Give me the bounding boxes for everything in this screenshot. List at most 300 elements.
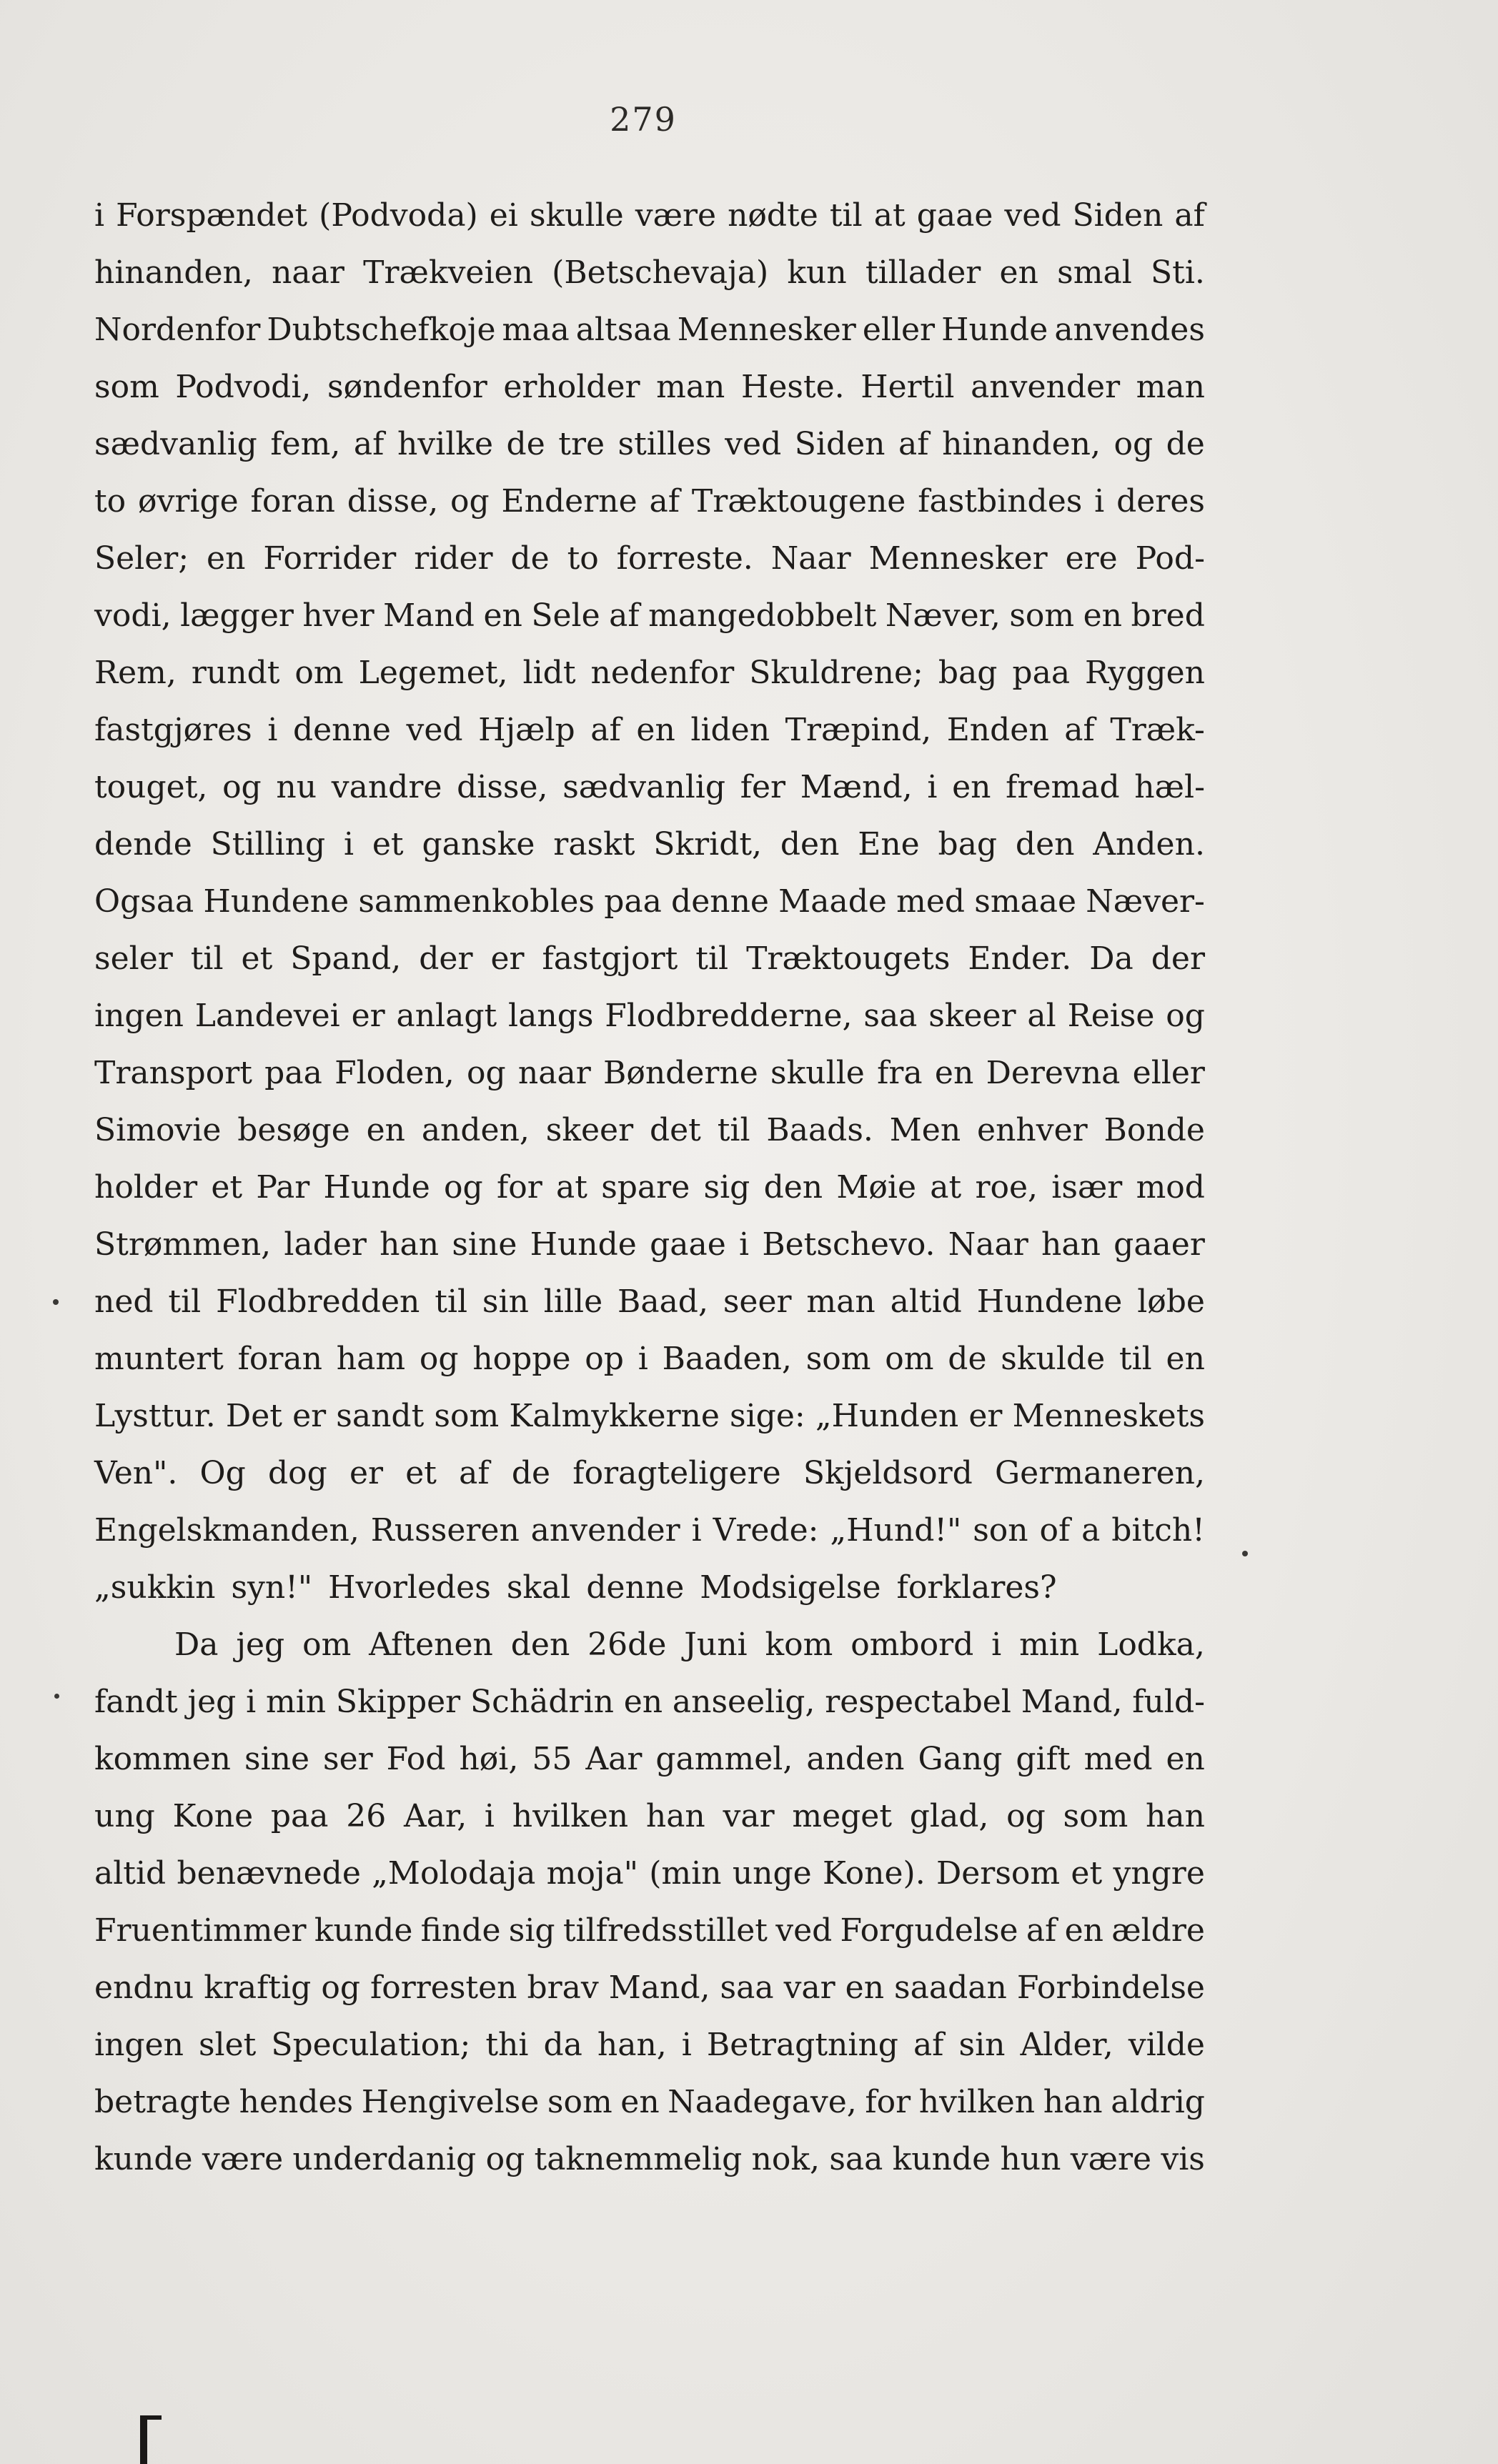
word: de	[510, 540, 550, 577]
word: Hengivelse	[361, 2084, 540, 2120]
word: af	[609, 597, 640, 634]
word: en	[952, 769, 991, 805]
word: Stilling	[210, 826, 326, 863]
word: lidt	[522, 655, 576, 691]
word: en	[620, 2084, 660, 2120]
word: vandre	[331, 769, 442, 805]
word: bitch!	[1111, 1512, 1205, 1549]
word: var	[723, 1798, 775, 1834]
word: de	[1166, 426, 1205, 462]
word: Modsigelse	[700, 1569, 881, 1606]
text-line	[94, 1216, 1205, 1273]
text-line	[94, 587, 1205, 645]
text-line	[94, 1273, 1205, 1331]
word: forreste.	[616, 540, 753, 577]
word: eller	[862, 312, 936, 348]
word: moja"	[546, 1855, 638, 1892]
word: Skipper	[335, 1684, 461, 1720]
word: Podvodi,	[175, 369, 312, 405]
text-line	[94, 187, 1205, 244]
word: benævnede	[177, 1855, 361, 1892]
text-line	[94, 1845, 1205, 1902]
word: sædvanlig	[94, 426, 257, 462]
word: kommen	[94, 1741, 231, 1777]
word: „sukkin	[94, 1569, 216, 1606]
word: Engelskmanden,	[94, 1512, 359, 1549]
word: syn!"	[231, 1569, 313, 1606]
word: Aar,	[403, 1798, 467, 1834]
word: af	[353, 426, 385, 462]
word: en	[207, 540, 246, 577]
word: hvilken	[918, 2084, 1036, 2120]
word: det	[649, 1112, 701, 1148]
word: sædvanlig	[562, 769, 726, 805]
word: Mand,	[1021, 1684, 1123, 1720]
word: 55	[532, 1741, 572, 1777]
word: Ogsaa	[94, 883, 194, 920]
word: og	[1166, 998, 1205, 1034]
word: kunde	[892, 2141, 991, 2177]
word: Hundene	[203, 883, 349, 920]
word: tillader	[865, 254, 981, 291]
word: og	[222, 769, 262, 805]
word: denne	[292, 712, 391, 748]
word: til	[435, 1283, 468, 1320]
word: som	[94, 369, 159, 405]
word: og	[1113, 426, 1154, 462]
word: Pod-	[1135, 540, 1205, 577]
word: Forbindelse	[1016, 1969, 1205, 2006]
word: af	[649, 483, 680, 520]
word: langs	[508, 998, 594, 1034]
word: i	[94, 197, 105, 234]
word: den	[763, 1169, 823, 1206]
word: fer	[740, 769, 786, 805]
word: (Podvoda)	[319, 197, 478, 234]
word: løbe	[1137, 1283, 1205, 1320]
word: Fod	[386, 1741, 446, 1777]
word: der	[1151, 940, 1205, 977]
text-line	[94, 645, 1205, 702]
word: Ryggen	[1085, 655, 1205, 691]
word: den	[1015, 826, 1075, 863]
word: Germaneren,	[995, 1455, 1205, 1491]
word: i	[484, 1798, 495, 1834]
word: Hunde	[941, 312, 1048, 348]
word: son	[973, 1512, 1028, 1549]
word: som	[1009, 597, 1075, 634]
word: jeg	[236, 1626, 285, 1663]
word: hvilken	[512, 1798, 629, 1834]
text-line	[94, 1445, 1205, 1502]
word: rundt	[191, 655, 280, 691]
word: der	[419, 940, 473, 977]
word: sandt	[336, 1398, 425, 1434]
word: kunde	[314, 1912, 413, 1949]
word: hendes	[239, 2084, 354, 2120]
word: og	[450, 483, 490, 520]
text-line	[94, 1559, 1205, 1616]
word: kraftig	[204, 1969, 312, 2006]
word: a	[1081, 1512, 1101, 1549]
word: paa	[1012, 655, 1071, 691]
text-line	[94, 873, 1205, 930]
word: thi	[485, 2027, 529, 2063]
word: „Hunden	[815, 1398, 959, 1434]
word: seler	[94, 940, 173, 977]
word: denne	[671, 883, 769, 920]
word: af	[590, 712, 621, 748]
text-line	[94, 530, 1205, 587]
word: Betschevo.	[762, 1226, 936, 1263]
word: Siden	[794, 426, 886, 462]
word: Forspændet	[116, 197, 308, 234]
word: og	[466, 1055, 506, 1091]
word: for	[865, 2084, 911, 2120]
word: en	[636, 712, 675, 748]
word: Mand,	[608, 1969, 710, 2006]
word: og	[485, 2141, 525, 2177]
word: høi,	[459, 1741, 519, 1777]
word: tilfredsstillet	[562, 1912, 768, 1949]
text-line	[94, 1902, 1205, 1959]
word: og	[321, 1969, 360, 2006]
word: være	[1070, 2141, 1152, 2177]
word: han	[1041, 1226, 1101, 1263]
text-line	[94, 1731, 1205, 1788]
word: smaae	[974, 883, 1077, 920]
word: Legemet,	[358, 655, 508, 691]
word: Naar	[770, 540, 851, 577]
word: Forgudelse	[840, 1912, 1018, 1949]
word: nok,	[751, 2141, 820, 2177]
word: ved	[775, 1912, 833, 1949]
text-line	[94, 302, 1205, 359]
word: hinanden,	[942, 426, 1101, 462]
word: som	[1063, 1798, 1129, 1834]
word: Enderne	[501, 483, 638, 520]
text-line	[94, 1331, 1205, 1388]
text-line	[94, 416, 1205, 473]
word: foragteligere	[572, 1455, 781, 1491]
word: og	[1006, 1798, 1046, 1834]
word: to	[567, 540, 599, 577]
word: Strømmen,	[94, 1226, 272, 1263]
word: slet	[198, 2027, 257, 2063]
word: Skuldrene;	[749, 655, 923, 691]
word: sine	[244, 1741, 310, 1777]
text-line	[94, 930, 1205, 988]
word: Rem,	[94, 655, 177, 691]
word: Da	[1089, 940, 1134, 977]
word: Schädrin	[470, 1684, 614, 1720]
word: spare	[601, 1169, 690, 1206]
text-line	[94, 988, 1205, 1045]
word: foran	[237, 1341, 323, 1377]
word: anlagt	[396, 998, 497, 1034]
word: mod	[1136, 1169, 1205, 1206]
word: touget,	[94, 769, 208, 805]
word: den	[780, 826, 840, 863]
word: Speculation;	[271, 2027, 471, 2063]
word: Landevei	[194, 998, 340, 1034]
word: op	[585, 1341, 624, 1377]
word: „Molodaja	[372, 1855, 536, 1892]
word: hun	[1000, 2141, 1061, 2177]
word: en	[1166, 1741, 1205, 1777]
word: hæl-	[1134, 769, 1205, 805]
word: med	[896, 883, 966, 920]
word: sin	[482, 1283, 529, 1320]
word: min	[1019, 1626, 1080, 1663]
word: han	[645, 1798, 705, 1834]
word: Træktougets	[746, 940, 951, 977]
word: sammenkobles	[358, 883, 595, 920]
word: Bønderne	[603, 1055, 758, 1091]
word: to	[94, 483, 127, 520]
word: er	[968, 1398, 1003, 1434]
word: Hundene	[976, 1283, 1123, 1320]
word: erholder	[503, 369, 640, 405]
word: er	[351, 998, 385, 1034]
word: brav	[527, 1969, 599, 2006]
word: kunde	[94, 2141, 193, 2177]
word: Mænd,	[800, 769, 913, 805]
word: aldrig	[1111, 2084, 1205, 2120]
word: paa	[604, 883, 662, 920]
word: Gang	[918, 1741, 1003, 1777]
word: i	[267, 712, 278, 748]
word: paa	[270, 1798, 329, 1834]
word: paa	[264, 1055, 322, 1091]
word: i	[927, 769, 938, 805]
text-line	[94, 1502, 1205, 1559]
word: Møie	[836, 1169, 917, 1206]
word: han	[1146, 1798, 1205, 1834]
word: forresten	[369, 1969, 517, 2006]
word: fandt	[94, 1684, 178, 1720]
word: til	[190, 940, 224, 977]
word: fem,	[270, 426, 341, 462]
word: Maade	[778, 883, 887, 920]
word: var	[783, 1969, 835, 2006]
word: Hunde	[323, 1169, 430, 1206]
word: anden,	[421, 1112, 530, 1148]
word: i	[1094, 483, 1105, 520]
word: skeer	[928, 998, 1016, 1034]
word: maa	[502, 312, 570, 348]
word: sige:	[730, 1398, 805, 1434]
binding-mark	[140, 2415, 162, 2464]
word: anden	[806, 1741, 905, 1777]
word: tre	[558, 426, 605, 462]
word: seer	[723, 1283, 792, 1320]
word: gaae	[650, 1226, 726, 1263]
word: hvilke	[397, 426, 494, 462]
word: dog	[267, 1455, 327, 1491]
word: ombord	[850, 1626, 974, 1663]
word: en	[623, 1684, 663, 1720]
word: Men	[889, 1112, 961, 1148]
word: være	[202, 2141, 284, 2177]
text-line	[94, 1102, 1205, 1159]
margin-dot	[53, 1299, 59, 1305]
word: naar	[517, 1055, 591, 1091]
word: ser	[323, 1741, 373, 1777]
word: af	[1064, 712, 1095, 748]
word: vilde	[1128, 2027, 1205, 2063]
word: muntert	[94, 1341, 224, 1377]
word: Forrider	[263, 540, 397, 577]
word: Dubtschefkoje	[267, 312, 496, 348]
word: fastgjøres	[94, 712, 252, 748]
word: man	[806, 1283, 876, 1320]
word: Russeren	[370, 1512, 520, 1549]
word: Aftenen	[369, 1626, 493, 1663]
word: Siden	[1072, 197, 1164, 234]
word: vodi,	[94, 597, 172, 634]
word: dende	[94, 826, 192, 863]
word: lægger	[180, 597, 294, 634]
word: Træpind,	[785, 712, 932, 748]
word: Anden.	[1093, 826, 1205, 863]
word: saa	[829, 2141, 883, 2177]
word: et	[405, 1455, 437, 1491]
word: gaaer	[1113, 1226, 1205, 1263]
word: især	[1051, 1169, 1123, 1206]
word: Lodka,	[1097, 1626, 1205, 1663]
word: for	[496, 1169, 542, 1206]
word: en	[1166, 1341, 1205, 1377]
word: Reise	[1067, 998, 1155, 1034]
text-line	[94, 2017, 1205, 2074]
word: fra	[877, 1055, 923, 1091]
word: min	[265, 1684, 327, 1720]
word: ganske	[422, 826, 535, 863]
text-line	[94, 1616, 1205, 1674]
word: med	[1083, 1741, 1153, 1777]
text-line	[94, 1674, 1205, 1731]
word: skal	[506, 1569, 571, 1606]
text-line	[94, 759, 1205, 816]
word: af	[459, 1455, 490, 1491]
word: altid	[94, 1855, 167, 1892]
word: Mand	[383, 597, 475, 634]
word: forklares?	[896, 1569, 1057, 1606]
word: of	[1039, 1512, 1071, 1549]
word: i	[638, 1341, 648, 1377]
word: anvendes	[1054, 312, 1205, 348]
word: hinanden,	[94, 254, 253, 291]
word: betragte	[94, 2084, 232, 2120]
word: skeer	[545, 1112, 634, 1148]
word: er	[490, 940, 525, 977]
word: af	[913, 2027, 944, 2063]
word: nu	[276, 769, 317, 805]
word: besøge	[237, 1112, 350, 1148]
word: Mennesker	[868, 540, 1048, 577]
word: nedenfor	[590, 655, 735, 691]
word: denne	[586, 1569, 685, 1606]
word: Og	[199, 1455, 246, 1491]
word: stilles	[617, 426, 712, 462]
word: er	[349, 1455, 384, 1491]
word: en	[999, 254, 1038, 291]
word: kun	[787, 254, 847, 291]
word: den	[510, 1626, 570, 1663]
word: i	[739, 1226, 750, 1263]
word: foran	[250, 483, 335, 520]
word: yngre	[1113, 1855, 1205, 1892]
word: af	[1026, 1912, 1057, 1949]
word: han	[380, 1226, 440, 1263]
word: Par	[256, 1169, 310, 1206]
word: Kalmykkerne	[509, 1398, 720, 1434]
word: anvender	[971, 369, 1121, 405]
word: Ender.	[968, 940, 1072, 977]
word: glad,	[909, 1798, 989, 1834]
word: til	[695, 940, 729, 977]
word: til	[168, 1283, 202, 1320]
word: en	[366, 1112, 405, 1148]
word: Hunde	[530, 1226, 637, 1263]
text-line	[94, 1788, 1205, 1845]
word: da	[543, 2027, 582, 2063]
word: skulle	[529, 197, 624, 234]
word: kom	[765, 1626, 833, 1663]
word: Derevna	[986, 1055, 1121, 1091]
word: al	[1027, 998, 1056, 1034]
word: raskt	[553, 826, 635, 863]
word: Træktougene	[691, 483, 906, 520]
word: ung	[94, 1798, 155, 1834]
word: ingen	[94, 2027, 184, 2063]
word: søndenfor	[327, 369, 487, 405]
page-number: 279	[610, 100, 677, 139]
word: saadan	[894, 1969, 1007, 2006]
word: disse,	[457, 769, 548, 805]
word: hoppe	[472, 1341, 571, 1377]
word: i	[681, 2027, 692, 2063]
word: vis	[1161, 2141, 1205, 2177]
word: finde	[420, 1912, 501, 1949]
word: en	[483, 597, 522, 634]
word: ere	[1065, 540, 1118, 577]
word: rider	[414, 540, 493, 577]
word: ved	[406, 712, 463, 748]
word: saa	[863, 998, 918, 1034]
word: Kone	[172, 1798, 254, 1834]
text-line	[94, 702, 1205, 759]
word: af	[898, 426, 929, 462]
word: Næver,	[885, 597, 1001, 634]
word: eller	[1132, 1055, 1205, 1091]
word: endnu	[94, 1969, 194, 2006]
body-text	[94, 187, 1205, 2188]
word: om	[294, 655, 344, 691]
word: at	[556, 1169, 587, 1206]
margin-dot	[1242, 1551, 1248, 1556]
word: (Betschevaja)	[552, 254, 769, 291]
word: Seler;	[94, 540, 189, 577]
word: Simovie	[94, 1112, 222, 1148]
word: være	[635, 197, 717, 234]
word: saa	[720, 1969, 774, 2006]
word: Menneskets	[1012, 1398, 1205, 1434]
word: er	[292, 1398, 327, 1434]
word: et	[372, 826, 404, 863]
word: gammel,	[655, 1741, 793, 1777]
